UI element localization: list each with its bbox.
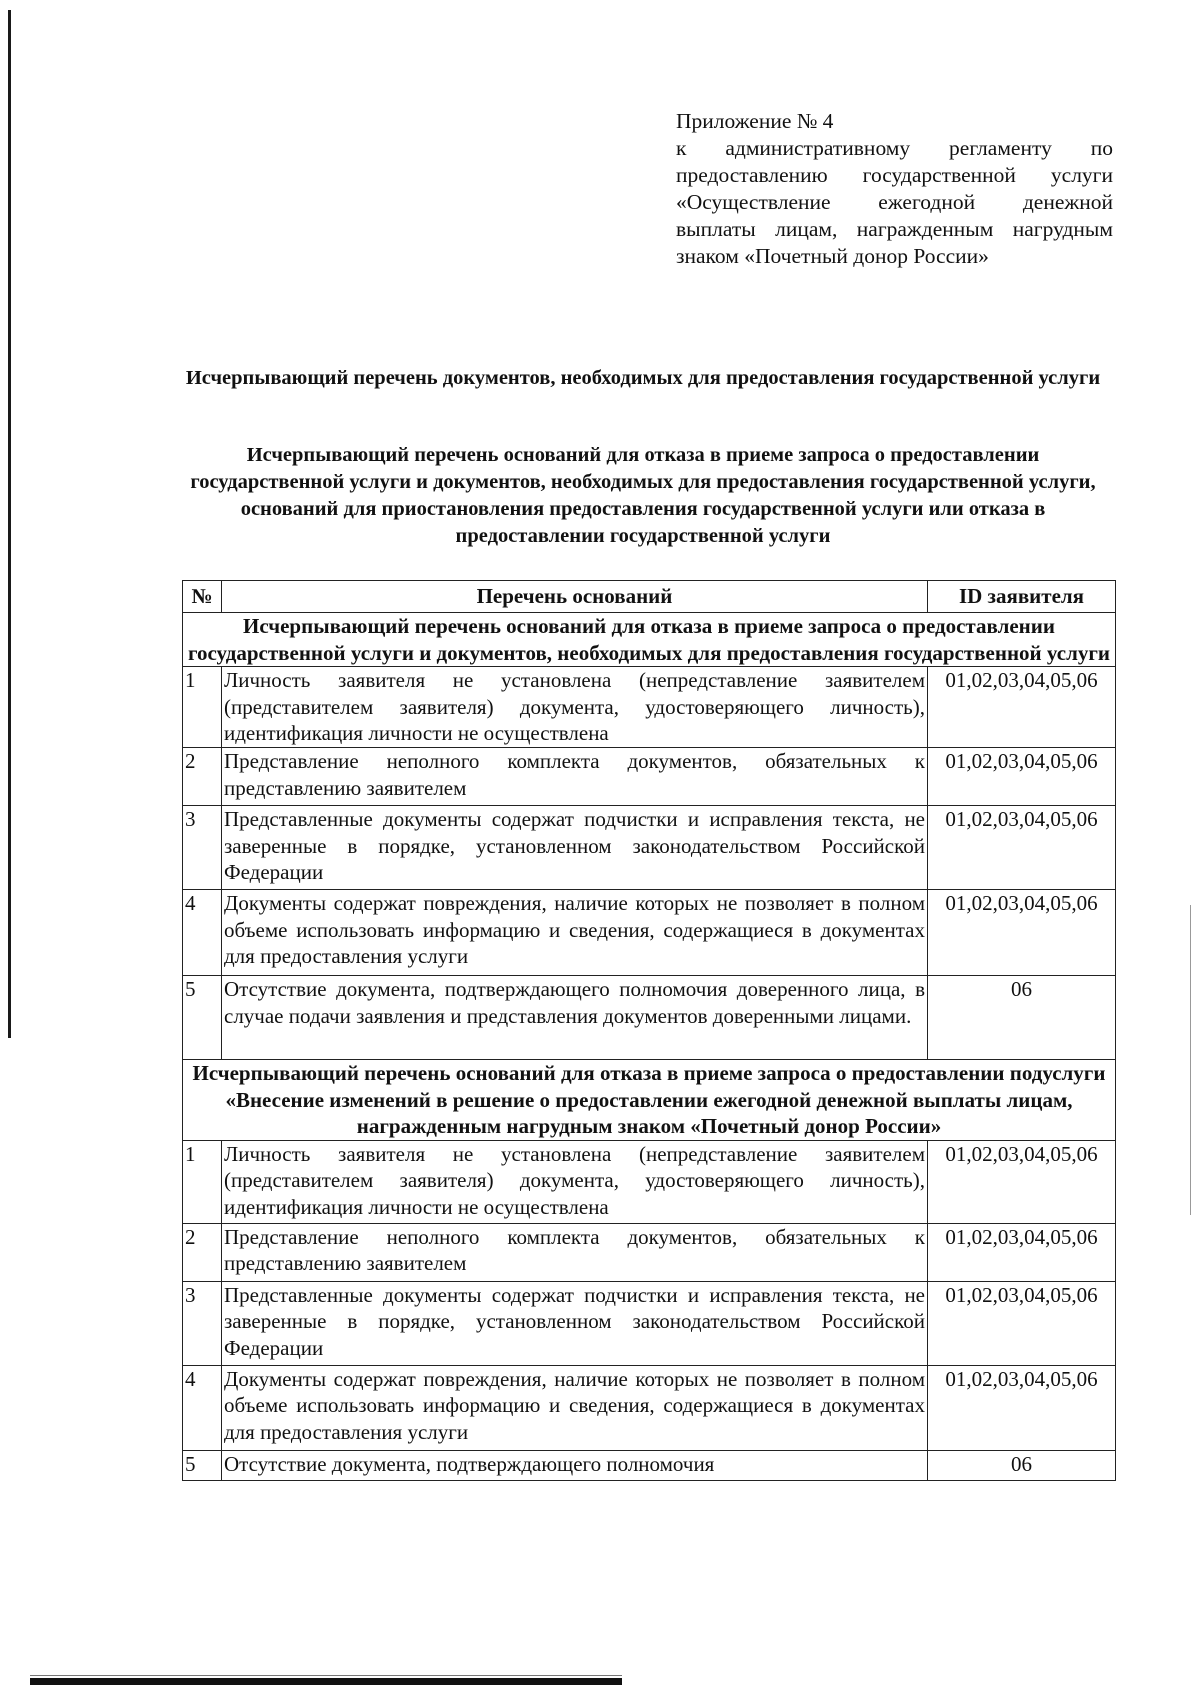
row-text: Личность заявителя не установлена (непредставление заявителем (представителем заявителя) документа, удостоверяющего личность), идентификация личности не осуществлена bbox=[222, 667, 928, 748]
appendix-body: к административному регламенту по предоставлению государственной услуги «Осуществление ежегодной денежной выплаты лицам, награжденным нагрудным знаком «Почетный донор России» bbox=[676, 136, 1113, 268]
scan-edge-left bbox=[8, 10, 11, 1038]
appendix-block bbox=[676, 108, 1113, 270]
row-number: 2 bbox=[183, 748, 222, 806]
title-documents: Исчерпывающий перечень документов, необходимых для предоставления государственной услуги bbox=[185, 367, 1101, 389]
row-number: 2 bbox=[183, 1223, 222, 1281]
row-text: Документы содержат повреждения, наличие которых не позволяет в полном объеме использовать информацию и сведения, содержащиеся в документах для предоставления услуги bbox=[222, 890, 928, 976]
table-row bbox=[183, 1140, 1116, 1223]
row-text: Представление неполного комплекта документов, обязательных к представлению заявителем bbox=[222, 1223, 928, 1281]
header-row bbox=[183, 581, 1116, 613]
title-grounds: Исчерпывающий перечень оснований для отказа в приеме запроса о предоставлении государственной услуги и документов, необходимых для предоставления государственной услуги, оснований для приостановления предоставления государственной услуги или отказа в предоставлении государственной услуги bbox=[190, 444, 1096, 547]
scan-edge-bottom bbox=[30, 1678, 622, 1685]
section1-title: Исчерпывающий перечень оснований для отказа в приеме запроса о предоставлении государственной услуги и документов, необходимых для предоставления государственной услуги bbox=[183, 613, 1116, 667]
row-number: 4 bbox=[183, 1365, 222, 1450]
header-id: ID заявителя bbox=[928, 581, 1116, 613]
row-number: 1 bbox=[183, 1140, 222, 1223]
row-id: 01,02,03,04,05,06 bbox=[928, 890, 1116, 976]
appendix-title: Приложение № 4 bbox=[676, 109, 834, 133]
row-text: Представленные документы содержат подчистки и исправления текста, не заверенные в порядке, установленном законодательством Российской Федерации bbox=[222, 806, 928, 890]
row-id: 01,02,03,04,05,06 bbox=[928, 748, 1116, 806]
row-id: 01,02,03,04,05,06 bbox=[928, 1140, 1116, 1223]
row-text: Отсутствие документа, подтверждающего полномочия доверенного лица, в случае подачи заявления и представления документов доверенными лицами. bbox=[222, 976, 928, 1060]
row-number: 5 bbox=[183, 1450, 222, 1480]
scan-edge-right bbox=[1190, 905, 1191, 1215]
row-id: 01,02,03,04,05,06 bbox=[928, 667, 1116, 748]
table-row bbox=[183, 890, 1116, 976]
row-id: 01,02,03,04,05,06 bbox=[928, 806, 1116, 890]
table-row bbox=[183, 667, 1116, 748]
row-text: Документы содержат повреждения, наличие которых не позволяет в полном объеме использовать информацию и сведения, содержащиеся в документах для предоставления услуги bbox=[222, 1365, 928, 1450]
row-id: 01,02,03,04,05,06 bbox=[928, 1365, 1116, 1450]
row-id: 01,02,03,04,05,06 bbox=[928, 1281, 1116, 1365]
scan-edge-bottom-thin bbox=[30, 1675, 622, 1676]
table-row bbox=[183, 1450, 1116, 1480]
row-text: Отсутствие документа, подтверждающего полномочия bbox=[222, 1450, 928, 1480]
row-text: Личность заявителя не установлена (непредставление заявителем (представителем заявителя) документа, удостоверяющего личность), идентификация личности не осуществлена bbox=[222, 1140, 928, 1223]
table-row bbox=[183, 806, 1116, 890]
table-row bbox=[183, 1281, 1116, 1365]
table-row bbox=[183, 1223, 1116, 1281]
row-text: Представленные документы содержат подчистки и исправления текста, не заверенные в порядке, установленном законодательством Российской Федерации bbox=[222, 1281, 928, 1365]
section-row bbox=[183, 613, 1116, 667]
row-id: 06 bbox=[928, 1450, 1116, 1480]
row-number: 4 bbox=[183, 890, 222, 976]
row-number: 1 bbox=[183, 667, 222, 748]
row-id: 01,02,03,04,05,06 bbox=[928, 1223, 1116, 1281]
section-row bbox=[183, 1060, 1116, 1141]
header-grounds: Перечень оснований bbox=[222, 581, 928, 613]
row-id: 06 bbox=[928, 976, 1116, 1060]
row-text: Представление неполного комплекта документов, обязательных к представлению заявителем bbox=[222, 748, 928, 806]
row-number: 3 bbox=[183, 1281, 222, 1365]
grounds-table bbox=[182, 580, 1116, 1481]
row-number: 5 bbox=[183, 976, 222, 1060]
table-row bbox=[183, 976, 1116, 1060]
table-row bbox=[183, 748, 1116, 806]
table-row bbox=[183, 1365, 1116, 1450]
header-num: № bbox=[183, 581, 222, 613]
row-number: 3 bbox=[183, 806, 222, 890]
section2-title: Исчерпывающий перечень оснований для отказа в приеме запроса о предоставлении подуслуги «Внесение изменений в решение о предоставлении ежегодной денежной выплаты лицам, награжденным нагрудным знаком «Почетный донор России» bbox=[183, 1060, 1116, 1141]
